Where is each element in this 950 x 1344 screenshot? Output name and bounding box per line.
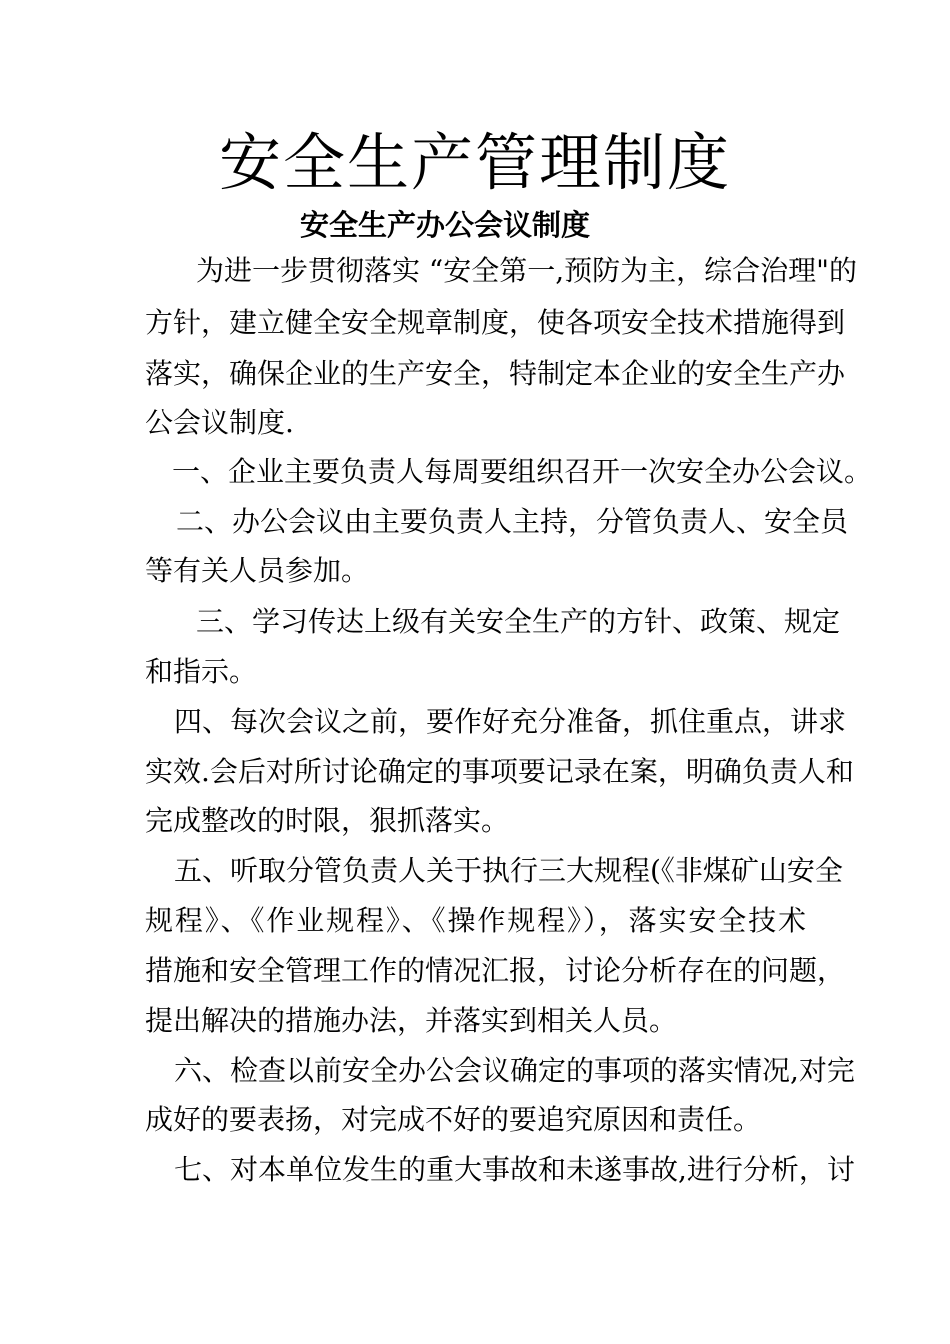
paragraph-line: 和指示。	[145, 655, 258, 688]
paragraph-line: 二、办公会议由主要负责人主持，分管负责人、安全员	[176, 505, 849, 538]
paragraph-line: 等有关人员参加。	[145, 554, 370, 587]
paragraph-line: 五、听取分管负责人关于执行三大规程(《非煤矿山安全	[174, 854, 843, 887]
paragraph-line: 完成整改的时限，狠抓落实。	[145, 804, 510, 837]
paragraph-line: 措施和安全管理工作的情况汇报，讨论分析存在的问题，	[145, 954, 846, 987]
paragraph-line: 为进一步贯彻落实 “安全第一,预防为主，综合治理"的	[196, 254, 857, 287]
paragraph-line: 提出解决的措施办法，并落实到相关人员。	[145, 1004, 678, 1037]
paragraph-line: 三、学习传达上级有关安全生产的方针、政策、规定	[196, 605, 841, 638]
paragraph-line: 成好的要表扬，对完成不好的要追究原因和责任。	[145, 1103, 762, 1136]
paragraph-line: 规程》、《作业规程》、《操作规程》），落实安全技术	[145, 904, 806, 937]
paragraph-line: 七、对本单位发生的重大事故和未遂事故,进行分析，讨	[174, 1153, 855, 1186]
paragraph-line: 六、检查以前安全办公会议确定的事项的落实情况,对完	[174, 1054, 855, 1087]
paragraph-line: 四、每次会议之前，要作好充分准备，抓住重点，讲求	[174, 705, 847, 738]
paragraph-line: 实效.会后对所讨论确定的事项要记录在案，明确负责人和	[145, 755, 854, 788]
paragraph-line: 落实，确保企业的生产安全，特制定本企业的安全生产办	[145, 357, 846, 390]
paragraph-line: 公会议制度.	[145, 406, 294, 439]
section-heading: 安全生产办公会议制度	[300, 208, 591, 242]
paragraph-line: 方针，建立健全安全规章制度，使各项安全技术措施得到	[145, 306, 846, 339]
document-title: 安全生产管理制度	[218, 126, 731, 199]
paragraph-line: 一、企业主要负责人每周要组织召开一次安全办公会议。	[172, 455, 873, 488]
